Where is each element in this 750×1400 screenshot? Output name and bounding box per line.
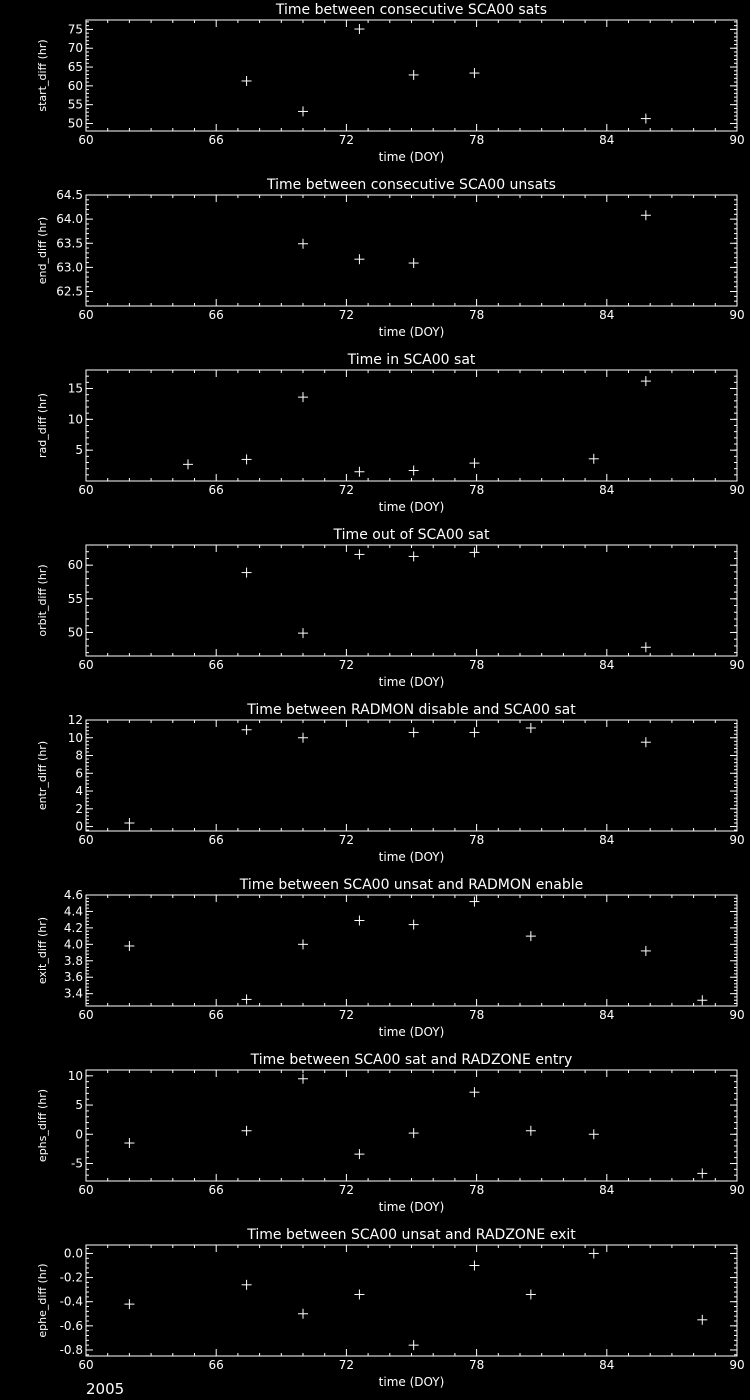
- y-tick-label: 75: [67, 22, 83, 37]
- data-point: [298, 733, 308, 743]
- data-point: [242, 1126, 252, 1136]
- x-tick-label: 84: [599, 833, 615, 847]
- data-point: [242, 725, 252, 735]
- data-point: [354, 254, 364, 264]
- x-tick-label: 66: [208, 833, 224, 847]
- y-axis-label: entr_diff (hr): [36, 740, 49, 811]
- plot-frame: [86, 720, 737, 831]
- y-tick-label: 4.6: [63, 888, 83, 902]
- data-point: [526, 931, 536, 941]
- data-point: [183, 459, 193, 469]
- data-point: [298, 239, 308, 249]
- x-tick-label: 90: [729, 1183, 745, 1197]
- y-tick-label: 3.4: [63, 986, 83, 1001]
- x-tick-label: 90: [729, 833, 745, 847]
- x-axis-label: time (DOY): [378, 150, 445, 164]
- chart-title: Time out of SCA00 sat: [333, 527, 490, 543]
- y-axis-label: exit_diff (hr): [36, 916, 49, 985]
- x-tick-label: 72: [338, 658, 355, 672]
- x-tick-label: 60: [78, 133, 94, 147]
- data-point: [354, 1289, 364, 1299]
- plot-frame: [86, 1245, 737, 1356]
- x-tick-label: 72: [338, 1183, 355, 1197]
- x-tick-label: 72: [338, 1008, 355, 1022]
- x-tick-label: 78: [468, 833, 485, 847]
- y-axis-label: orbit_diff (hr): [36, 564, 49, 637]
- y-tick-label: 12: [67, 713, 83, 727]
- y-tick-label: 3.6: [63, 970, 83, 985]
- chart-title: Time between consecutive SCA00 unsats: [267, 177, 556, 193]
- data-point: [354, 467, 364, 477]
- y-tick-label: 60: [67, 78, 83, 93]
- x-tick-label: 66: [208, 1008, 224, 1022]
- x-tick-label: 60: [78, 308, 94, 322]
- y-tick-label: 10: [67, 1068, 83, 1083]
- chart-panel-1: [36, 2, 745, 164]
- y-tick-label: 10: [67, 730, 83, 745]
- data-point: [354, 549, 364, 559]
- chart-panel-4: [36, 527, 745, 689]
- y-tick-label: 10: [67, 412, 83, 427]
- data-point: [242, 994, 252, 1004]
- year-label: 2005: [86, 1380, 125, 1398]
- x-tick-label: 78: [468, 1358, 485, 1372]
- data-point: [697, 1315, 707, 1325]
- plot-frame: [86, 545, 737, 656]
- y-tick-label: 70: [67, 41, 83, 56]
- data-point: [589, 454, 599, 464]
- y-tick-label: 4: [75, 784, 83, 799]
- x-axis-label: time (DOY): [378, 325, 445, 339]
- data-point: [409, 920, 419, 930]
- y-tick-label: 15: [67, 381, 83, 396]
- y-tick-label: 0: [75, 819, 83, 834]
- y-tick-label: 64.5: [56, 188, 83, 202]
- data-point: [409, 466, 419, 476]
- x-axis-label: time (DOY): [378, 1375, 445, 1389]
- chart-title: Time between RADMON disable and SCA00 sat: [247, 702, 576, 718]
- y-tick-label: 62.5: [56, 284, 83, 299]
- data-point: [354, 1149, 364, 1159]
- data-point: [526, 1126, 536, 1136]
- y-tick-label: 64.0: [56, 212, 83, 227]
- x-tick-label: 84: [599, 133, 615, 147]
- x-tick-label: 90: [729, 1358, 745, 1372]
- plot-frame: [86, 1070, 737, 1181]
- x-tick-label: 66: [208, 133, 224, 147]
- data-point: [641, 114, 651, 124]
- data-point: [641, 210, 651, 220]
- x-tick-label: 78: [468, 483, 485, 497]
- x-tick-label: 66: [208, 1183, 224, 1197]
- data-point: [641, 946, 651, 956]
- y-tick-label: 2: [75, 801, 83, 816]
- data-point: [641, 642, 651, 652]
- x-tick-label: 72: [338, 483, 355, 497]
- data-point: [469, 458, 479, 468]
- chart-title: Time between consecutive SCA00 sats: [275, 2, 548, 18]
- data-point: [641, 376, 651, 386]
- data-point: [124, 1138, 134, 1148]
- x-tick-label: 60: [78, 483, 94, 497]
- data-point: [298, 1074, 308, 1084]
- data-point: [409, 1128, 419, 1138]
- y-tick-label: -0.8: [59, 1342, 83, 1357]
- data-point: [409, 258, 419, 268]
- data-point: [124, 818, 134, 828]
- x-tick-label: 90: [729, 308, 745, 322]
- data-point: [469, 897, 479, 907]
- y-tick-label: 4.4: [63, 904, 83, 919]
- y-axis-label: ephe_diff (hr): [36, 1263, 49, 1338]
- x-tick-label: 90: [729, 483, 745, 497]
- y-tick-label: 3.8: [63, 953, 83, 968]
- data-point: [409, 727, 419, 737]
- data-point: [298, 939, 308, 949]
- x-tick-label: 78: [468, 308, 485, 322]
- data-point: [298, 106, 308, 116]
- data-point: [526, 1289, 536, 1299]
- data-point: [697, 995, 707, 1005]
- x-tick-label: 60: [78, 1358, 94, 1372]
- y-tick-label: 63.5: [56, 236, 83, 251]
- y-tick-label: 6: [75, 766, 83, 781]
- x-axis-label: time (DOY): [378, 675, 445, 689]
- x-tick-label: 72: [338, 133, 355, 147]
- data-point: [469, 1087, 479, 1097]
- data-point: [526, 723, 536, 733]
- data-point: [298, 1309, 308, 1319]
- data-point: [298, 628, 308, 638]
- y-tick-label: 5: [75, 443, 83, 458]
- chart-panel-8: [36, 1227, 745, 1389]
- chart-title: Time between SCA00 sat and RADZONE entry: [250, 1052, 573, 1068]
- y-tick-label: 50: [67, 116, 83, 131]
- plot-frame: [86, 20, 737, 131]
- x-tick-label: 78: [468, 658, 485, 672]
- x-tick-label: 90: [729, 1008, 745, 1022]
- x-tick-label: 66: [208, 1358, 224, 1372]
- y-tick-label: -0.4: [59, 1294, 83, 1309]
- x-axis-label: time (DOY): [378, 1025, 445, 1039]
- data-point: [298, 392, 308, 402]
- x-tick-label: 84: [599, 1183, 615, 1197]
- x-tick-label: 72: [338, 308, 355, 322]
- y-tick-label: 65: [67, 60, 83, 75]
- data-point: [242, 568, 252, 578]
- chart-title: Time in SCA00 sat: [347, 352, 476, 368]
- chart-title: Time between SCA00 unsat and RADZONE exit: [247, 1227, 576, 1243]
- y-tick-label: 55: [67, 97, 83, 112]
- data-point: [354, 915, 364, 925]
- data-point: [242, 454, 252, 464]
- plot-frame: [86, 195, 737, 306]
- data-point: [409, 551, 419, 561]
- y-tick-label: -5: [71, 1156, 83, 1171]
- x-tick-label: 66: [208, 308, 224, 322]
- x-tick-label: 60: [78, 1183, 94, 1197]
- data-point: [589, 1248, 599, 1258]
- y-tick-label: -0.2: [59, 1270, 83, 1285]
- data-point: [641, 737, 651, 747]
- x-tick-label: 78: [468, 1008, 485, 1022]
- x-tick-label: 60: [78, 658, 94, 672]
- data-point: [242, 76, 252, 86]
- chart-panel-7: [36, 1052, 745, 1214]
- chart-panel-6: [36, 877, 745, 1039]
- x-tick-label: 60: [78, 1008, 94, 1022]
- data-point: [124, 1299, 134, 1309]
- chart-panel-5: [36, 702, 745, 864]
- y-tick-label: 0.0: [63, 1246, 83, 1261]
- data-point: [589, 1129, 599, 1139]
- y-tick-label: 5: [75, 1098, 83, 1113]
- x-tick-label: 66: [208, 658, 224, 672]
- y-axis-label: ephs_diff (hr): [36, 1088, 49, 1163]
- x-tick-label: 66: [208, 483, 224, 497]
- x-tick-label: 72: [338, 1358, 355, 1372]
- y-tick-label: 55: [67, 591, 83, 606]
- chart-panel-3: [36, 352, 745, 514]
- plot-frame: [86, 895, 737, 1006]
- data-point: [469, 547, 479, 557]
- y-axis-label: end_diff (hr): [36, 216, 49, 285]
- data-point: [409, 1340, 419, 1350]
- y-tick-label: 0: [75, 1127, 83, 1142]
- y-tick-label: 4.2: [63, 920, 83, 935]
- y-tick-label: 63.0: [56, 260, 83, 275]
- y-tick-label: 8: [75, 748, 83, 763]
- data-point: [469, 68, 479, 78]
- y-tick-label: 4.0: [63, 937, 83, 952]
- x-tick-label: 78: [468, 1183, 485, 1197]
- x-axis-label: time (DOY): [378, 850, 445, 864]
- data-point: [409, 70, 419, 80]
- x-axis-label: time (DOY): [378, 1200, 445, 1214]
- x-tick-label: 84: [599, 1358, 615, 1372]
- x-tick-label: 84: [599, 658, 615, 672]
- x-tick-label: 60: [78, 833, 94, 847]
- y-tick-label: 60: [67, 558, 83, 573]
- y-tick-label: 50: [67, 625, 83, 640]
- x-tick-label: 84: [599, 308, 615, 322]
- x-tick-label: 78: [468, 133, 485, 147]
- data-point: [469, 727, 479, 737]
- data-point: [124, 941, 134, 951]
- x-tick-label: 84: [599, 1008, 615, 1022]
- x-tick-label: 90: [729, 133, 745, 147]
- x-tick-label: 90: [729, 658, 745, 672]
- y-axis-label: rad_diff (hr): [36, 393, 49, 458]
- data-point: [354, 24, 364, 34]
- chart-panel-2: [36, 177, 745, 339]
- y-tick-label: -0.6: [59, 1318, 83, 1333]
- x-tick-label: 72: [338, 833, 355, 847]
- chart-title: Time between SCA00 unsat and RADMON enable: [239, 877, 584, 893]
- x-tick-label: 84: [599, 483, 615, 497]
- x-axis-label: time (DOY): [378, 500, 445, 514]
- data-point: [242, 1280, 252, 1290]
- y-axis-label: start_diff (hr): [36, 39, 49, 112]
- data-point: [697, 1168, 707, 1178]
- data-point: [469, 1261, 479, 1271]
